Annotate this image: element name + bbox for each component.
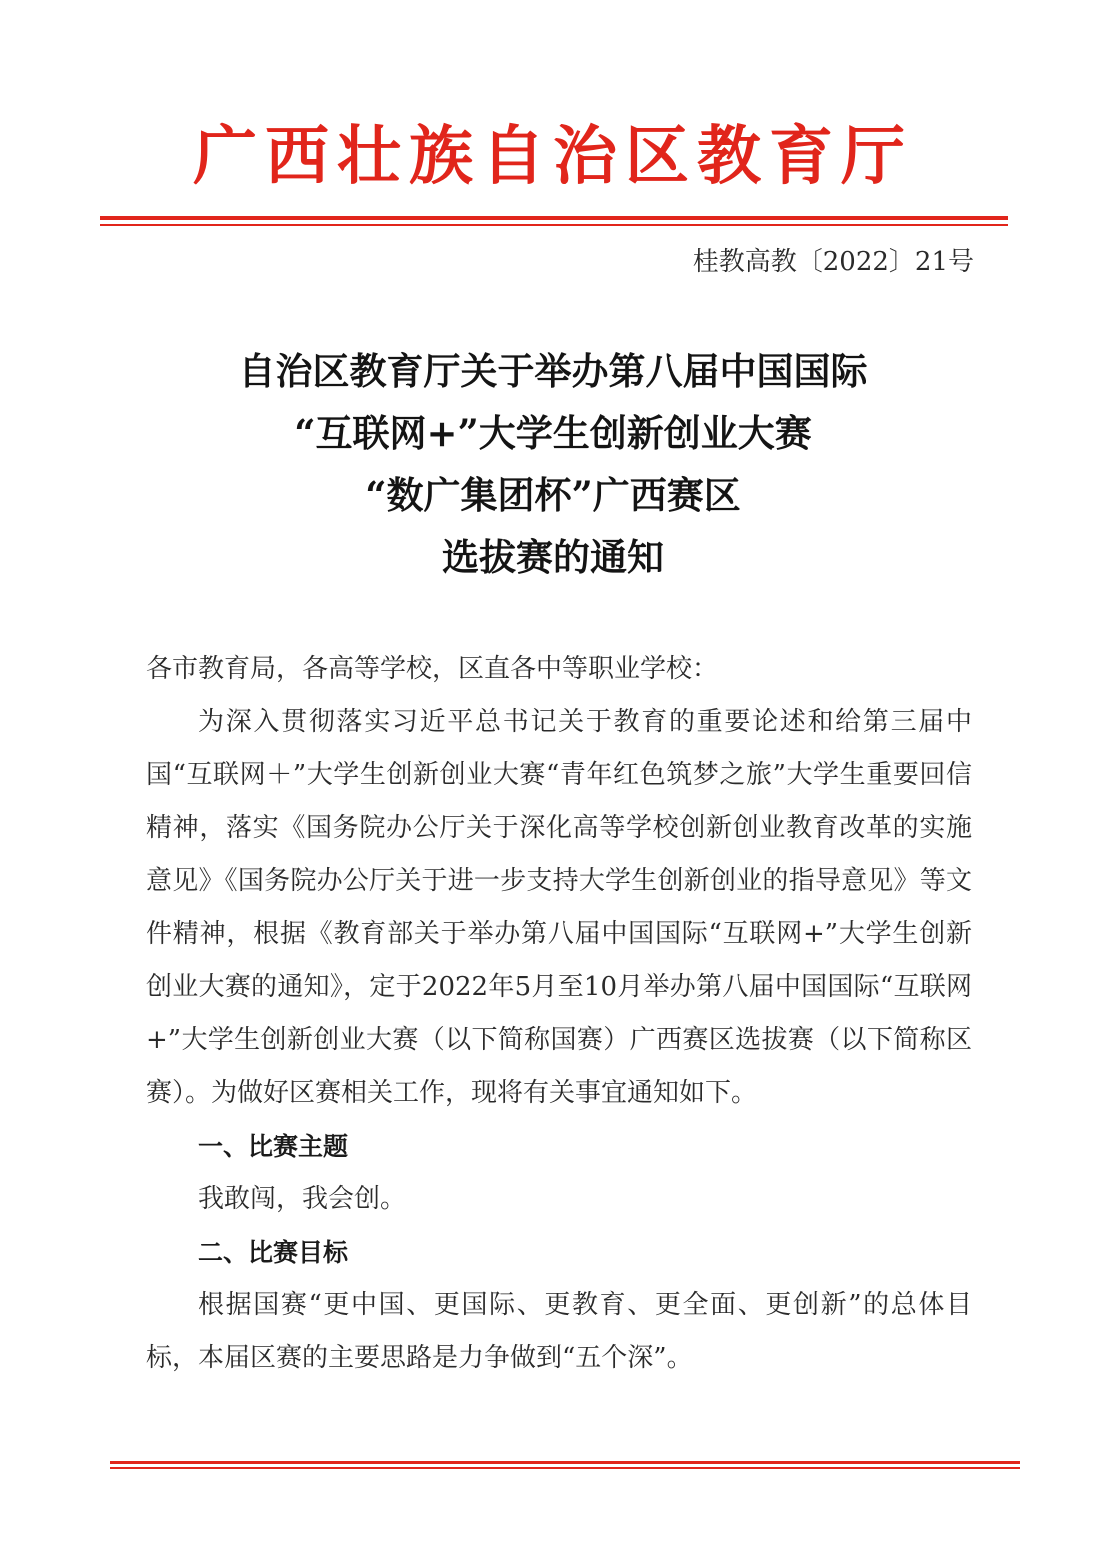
section-heading-goal: 二、比赛目标 [198,1238,349,1267]
organization-header: 广西壮族自治区教育厅 [193,119,913,194]
title-line-4: 选拔赛的通知 [442,535,664,579]
title-line-1: 自治区教育厅关于举办第八届中国国际 [238,349,868,393]
section-content-goal: 根据国赛“更中国、更国际、更教育、更全面、更创新”的总体目标，本届区赛的主要思路是力争做到“五个深”。 [146,1290,972,1373]
header-rule-thick [100,216,1008,220]
intro-paragraph: 为深入贯彻落实习近平总书记关于教育的重要论述和给第三届中国“互联网＋”大学生创新创业大赛“青年红色筑梦之旅”大学生重要回信精神，落实《国务院办公厅关于深化高等学校创新创业教育改革的实施意见》《国务院办公厅关于进一步支持大学生创新创业的指导意见》等文件精神，根据《教育部关于举办第八届中国国际“互联网+”大学生创新创业大赛的通知》，定于2022年5月至10月举办第八届中国国际“互联网+”大学生创新创业大赛（以下简称国赛）广西赛区选拔赛（以下简称区赛）。为做好区赛相关工作，现将有关事宜通知如下。 [146,707,972,1108]
salutation: 各市教育局，各高等学校，区直各中等职业学校： [146,654,719,684]
title-line-3: “数广集团杯”广西赛区 [365,473,741,517]
document-body [146,643,972,1385]
document-number: 桂教高教〔2022〕21号 [692,247,974,277]
header-rule-thin [100,224,1008,226]
footer-rule-thin [110,1467,1020,1469]
footer-rule-thick [110,1461,1020,1464]
document-title [100,340,1006,588]
section-heading-theme: 一、比赛主题 [198,1132,349,1161]
title-line-2: “互联网+”大学生创新创业大赛 [294,411,812,455]
section-content-theme: 我敢闯，我会创。 [198,1184,407,1214]
